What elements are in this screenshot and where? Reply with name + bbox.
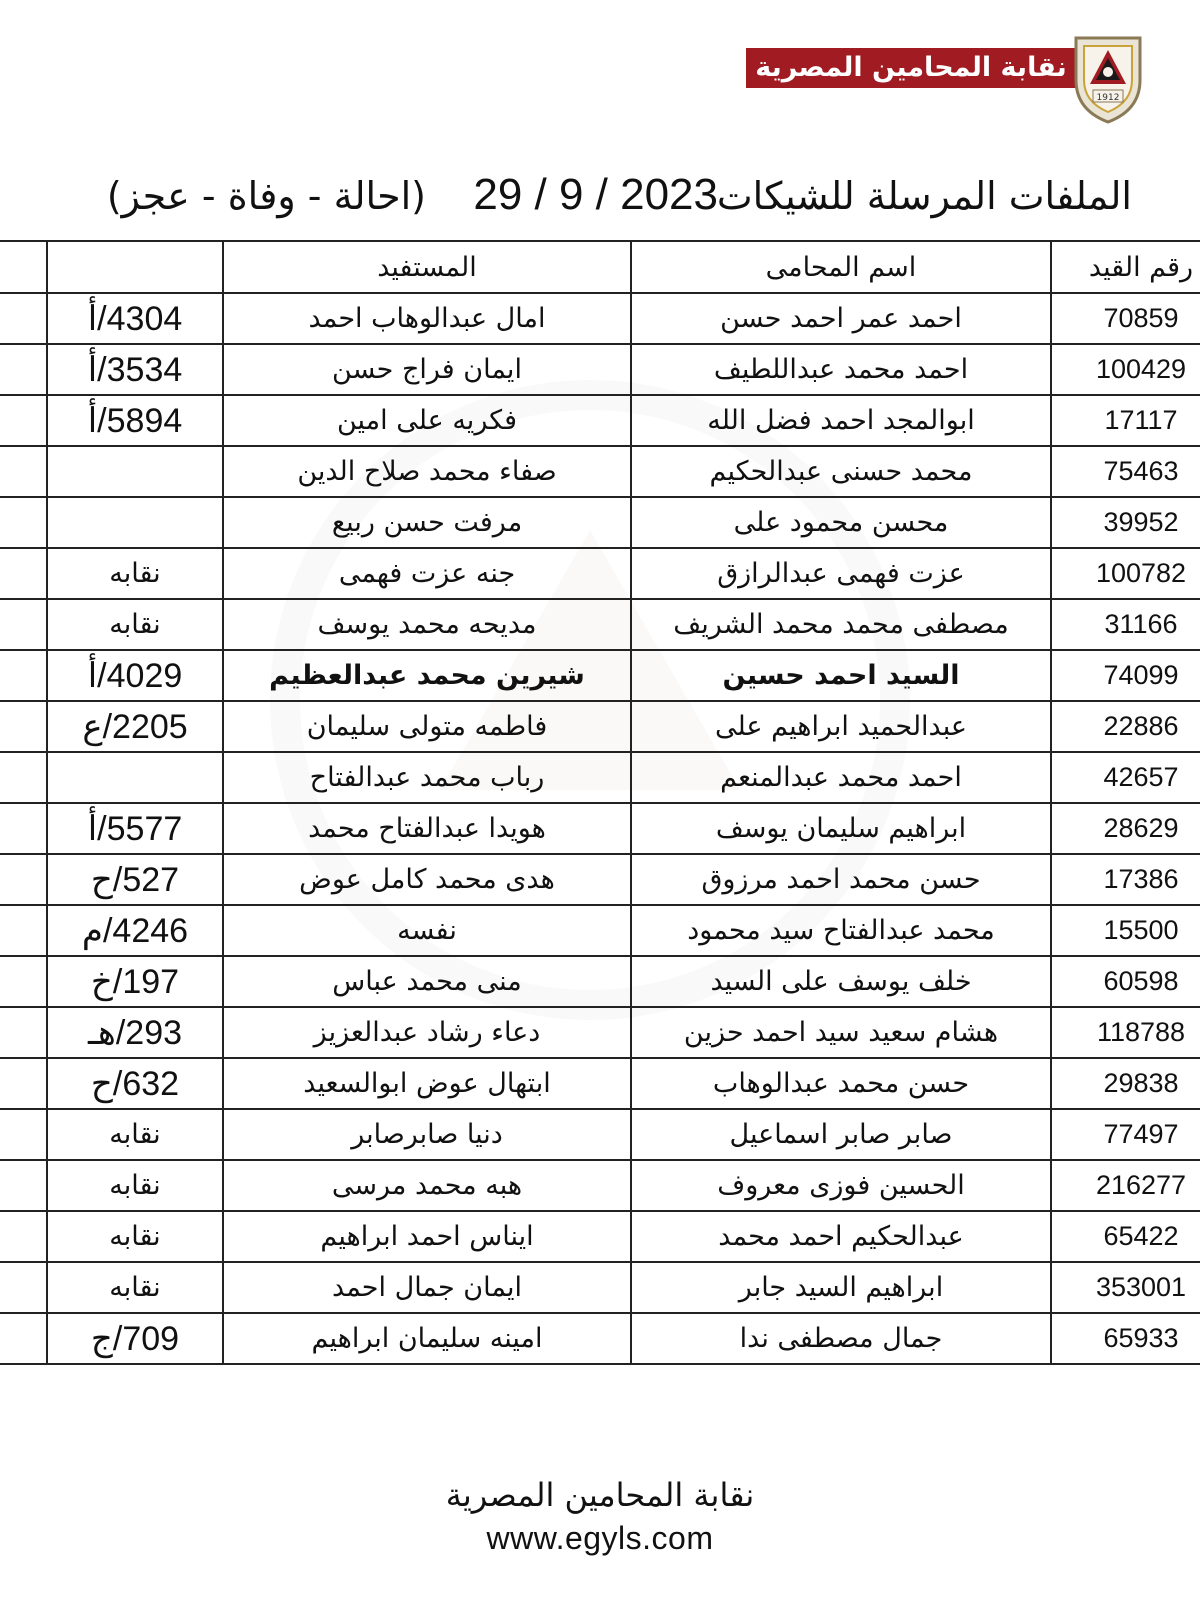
beneficiary-name-cell: مديحه محمد يوسف bbox=[223, 599, 631, 650]
table-row bbox=[0, 497, 1200, 548]
edge-cell bbox=[0, 854, 47, 905]
beneficiary-name-cell: دنيا صابرصابر bbox=[223, 1109, 631, 1160]
edge-cell bbox=[0, 650, 47, 701]
lawyer-name-cell: الحسين فوزى معروف bbox=[631, 1160, 1051, 1211]
organization-banner: نقابة المحامين المصرية bbox=[746, 48, 1076, 88]
table-row bbox=[0, 1007, 1200, 1058]
note-cell bbox=[47, 1109, 223, 1160]
edge-cell bbox=[0, 293, 47, 344]
note-value: نقابه bbox=[109, 1170, 161, 1201]
note-value: نقابه bbox=[109, 609, 161, 640]
table-row bbox=[0, 956, 1200, 1007]
registration-number-cell: 65933 bbox=[1051, 1313, 1200, 1364]
edge-cell bbox=[0, 446, 47, 497]
lawyer-name-cell: احمد محمد عبدالمنعم bbox=[631, 752, 1051, 803]
note-cell bbox=[47, 1007, 223, 1058]
lawyer-name-cell: ابراهيم سليمان يوسف bbox=[631, 803, 1051, 854]
note-cell bbox=[47, 395, 223, 446]
lawyer-name-cell: احمد محمد عبداللطيف bbox=[631, 344, 1051, 395]
registration-number-cell: 100429 bbox=[1051, 344, 1200, 395]
beneficiary-name-cell: امينه سليمان ابراهيم bbox=[223, 1313, 631, 1364]
registration-number-cell: 100782 bbox=[1051, 548, 1200, 599]
note-cell bbox=[47, 701, 223, 752]
edge-cell bbox=[0, 1058, 47, 1109]
note-cell bbox=[47, 854, 223, 905]
page-title bbox=[0, 170, 1200, 234]
table-row bbox=[0, 650, 1200, 701]
table-row bbox=[0, 1109, 1200, 1160]
beneficiary-name-cell: نفسه bbox=[223, 905, 631, 956]
table-row bbox=[0, 1262, 1200, 1313]
registration-number-cell: 17117 bbox=[1051, 395, 1200, 446]
beneficiary-name-cell: ايمان فراج حسن bbox=[223, 344, 631, 395]
lawyer-name-cell: السيد احمد حسين bbox=[631, 650, 1051, 701]
registration-number-cell: 60598 bbox=[1051, 956, 1200, 1007]
note-cell bbox=[47, 548, 223, 599]
edge-cell bbox=[0, 548, 47, 599]
lawyer-name-cell: عبدالحميد ابراهيم على bbox=[631, 701, 1051, 752]
footer bbox=[0, 1476, 1200, 1557]
beneficiary-name-cell: فكريه على امين bbox=[223, 395, 631, 446]
edge-cell bbox=[0, 1109, 47, 1160]
note-cell bbox=[47, 599, 223, 650]
note-cell bbox=[47, 1211, 223, 1262]
title-types: (احالة - وفاة - عجز) bbox=[106, 174, 426, 218]
beneficiary-name-cell: رباب محمد عبدالفتاح bbox=[223, 752, 631, 803]
registration-number-cell: 70859 bbox=[1051, 293, 1200, 344]
note-cell bbox=[47, 803, 223, 854]
table-row bbox=[0, 1058, 1200, 1109]
registration-number-cell: 29838 bbox=[1051, 1058, 1200, 1109]
note-value: نقابه bbox=[109, 558, 161, 589]
note-value: 527/ح bbox=[90, 860, 180, 899]
registration-number-cell: 77497 bbox=[1051, 1109, 1200, 1160]
beneficiary-name-cell: امال عبدالوهاب احمد bbox=[223, 293, 631, 344]
edge-cell bbox=[0, 395, 47, 446]
edge-cell bbox=[0, 701, 47, 752]
column-header-notes bbox=[47, 241, 223, 293]
edge-cell bbox=[0, 1211, 47, 1262]
title-main: الملفات المرسلة للشيكات bbox=[716, 174, 1132, 218]
registration-number-cell: 22886 bbox=[1051, 701, 1200, 752]
column-header-edge bbox=[0, 241, 47, 293]
note-value: 632/ح bbox=[90, 1064, 180, 1103]
lawyer-name-cell: ابراهيم السيد جابر bbox=[631, 1262, 1051, 1313]
table-row bbox=[0, 701, 1200, 752]
registration-number-cell: 65422 bbox=[1051, 1211, 1200, 1262]
table-row bbox=[0, 752, 1200, 803]
lawyer-name-cell: محسن محمود على bbox=[631, 497, 1051, 548]
table-body bbox=[0, 293, 1200, 1364]
note-value: 197/خ bbox=[90, 962, 180, 1001]
column-header-lawyer: اسم المحامى bbox=[631, 241, 1051, 293]
registration-number-cell: 42657 bbox=[1051, 752, 1200, 803]
lawyer-name-cell: صابر صابر اسماعيل bbox=[631, 1109, 1051, 1160]
note-value: 3534/أ bbox=[87, 350, 183, 389]
lawyer-name-cell: مصطفى محمد محمد الشريف bbox=[631, 599, 1051, 650]
note-value: 709/ج bbox=[90, 1319, 180, 1358]
edge-cell bbox=[0, 803, 47, 854]
note-value: نقابه bbox=[109, 1221, 161, 1252]
beneficiary-name-cell: ايمان جمال احمد bbox=[223, 1262, 631, 1313]
lawyer-name-cell: حسن محمد احمد مرزوق bbox=[631, 854, 1051, 905]
table-row bbox=[0, 1211, 1200, 1262]
note-cell bbox=[47, 1058, 223, 1109]
registration-number-cell: 74099 bbox=[1051, 650, 1200, 701]
note-value: 2205/ع bbox=[82, 707, 188, 746]
registration-number-cell: 118788 bbox=[1051, 1007, 1200, 1058]
header-logo bbox=[746, 28, 1148, 124]
table-row bbox=[0, 1313, 1200, 1364]
lawyer-name-cell: احمد عمر احمد حسن bbox=[631, 293, 1051, 344]
registration-number-cell: 353001 bbox=[1051, 1262, 1200, 1313]
column-header-registration: رقم القيد bbox=[1051, 241, 1200, 293]
note-cell bbox=[47, 905, 223, 956]
beneficiary-name-cell: جنه عزت فهمى bbox=[223, 548, 631, 599]
note-value: 4304/أ bbox=[87, 299, 183, 338]
lawyer-name-cell: عبدالحكيم احمد محمد bbox=[631, 1211, 1051, 1262]
note-cell bbox=[47, 956, 223, 1007]
beneficiary-name-cell: شيرين محمد عبدالعظيم bbox=[223, 650, 631, 701]
note-value: 4246/م bbox=[81, 911, 189, 950]
note-value: 293/هـ bbox=[87, 1013, 183, 1052]
table-row bbox=[0, 446, 1200, 497]
note-cell bbox=[47, 752, 223, 803]
note-cell bbox=[47, 344, 223, 395]
table-row bbox=[0, 344, 1200, 395]
note-value: 4029/أ bbox=[87, 656, 183, 695]
lawyer-name-cell: محمد حسنى عبدالحكيم bbox=[631, 446, 1051, 497]
edge-cell bbox=[0, 1160, 47, 1211]
note-cell bbox=[47, 1160, 223, 1211]
beneficiaries-table bbox=[0, 240, 1200, 1365]
beneficiary-name-cell: دعاء رشاد عبدالعزيز bbox=[223, 1007, 631, 1058]
beneficiary-name-cell: منى محمد عباس bbox=[223, 956, 631, 1007]
table-row bbox=[0, 395, 1200, 446]
table-row bbox=[0, 905, 1200, 956]
title-date: 29 / 9 / 2023 bbox=[473, 170, 718, 219]
edge-cell bbox=[0, 599, 47, 650]
note-cell bbox=[47, 497, 223, 548]
footer-organization: نقابة المحامين المصرية bbox=[445, 1476, 755, 1514]
lawyer-name-cell: محمد عبدالفتاح سيد محمود bbox=[631, 905, 1051, 956]
note-cell bbox=[47, 1262, 223, 1313]
note-value: نقابه bbox=[109, 1119, 161, 1150]
edge-cell bbox=[0, 752, 47, 803]
edge-cell bbox=[0, 1262, 47, 1313]
lawyer-name-cell: هشام سعيد سيد احمد حزين bbox=[631, 1007, 1051, 1058]
lawyer-name-cell: حسن محمد عبدالوهاب bbox=[631, 1058, 1051, 1109]
table-row bbox=[0, 293, 1200, 344]
registration-number-cell: 15500 bbox=[1051, 905, 1200, 956]
table-row bbox=[0, 599, 1200, 650]
registration-number-cell: 17386 bbox=[1051, 854, 1200, 905]
table-row bbox=[0, 1160, 1200, 1211]
registration-number-cell: 39952 bbox=[1051, 497, 1200, 548]
beneficiary-name-cell: فاطمه متولى سليمان bbox=[223, 701, 631, 752]
table-row bbox=[0, 548, 1200, 599]
column-header-beneficiary: المستفيد bbox=[223, 241, 631, 293]
edge-cell bbox=[0, 956, 47, 1007]
footer-website: www.egyls.com bbox=[486, 1520, 714, 1556]
edge-cell bbox=[0, 497, 47, 548]
note-value: نقابه bbox=[109, 1272, 161, 1303]
note-cell bbox=[47, 293, 223, 344]
seal-year: 1912 bbox=[1096, 93, 1120, 103]
note-cell bbox=[47, 1313, 223, 1364]
table-row bbox=[0, 803, 1200, 854]
note-value: 5577/أ bbox=[87, 809, 183, 848]
beneficiary-name-cell: هويدا عبدالفتاح محمد bbox=[223, 803, 631, 854]
bar-association-seal-icon bbox=[1068, 28, 1148, 124]
lawyer-name-cell: جمال مصطفى ندا bbox=[631, 1313, 1051, 1364]
lawyer-name-cell: عزت فهمى عبدالرازق bbox=[631, 548, 1051, 599]
table-row bbox=[0, 854, 1200, 905]
edge-cell bbox=[0, 1313, 47, 1364]
edge-cell bbox=[0, 1007, 47, 1058]
beneficiary-name-cell: ايناس احمد ابراهيم bbox=[223, 1211, 631, 1262]
beneficiary-name-cell: هدى محمد كامل عوض bbox=[223, 854, 631, 905]
table-header-row bbox=[0, 241, 1200, 293]
lawyer-name-cell: ابوالمجد احمد فضل الله bbox=[631, 395, 1051, 446]
beneficiary-name-cell: ابتهال عوض ابوالسعيد bbox=[223, 1058, 631, 1109]
beneficiary-name-cell: صفاء محمد صلاح الدين bbox=[223, 446, 631, 497]
note-value: 5894/أ bbox=[87, 401, 183, 440]
registration-number-cell: 75463 bbox=[1051, 446, 1200, 497]
registration-number-cell: 31166 bbox=[1051, 599, 1200, 650]
lawyer-name-cell: خلف يوسف على السيد bbox=[631, 956, 1051, 1007]
registration-number-cell: 28629 bbox=[1051, 803, 1200, 854]
edge-cell bbox=[0, 905, 47, 956]
note-cell bbox=[47, 650, 223, 701]
beneficiary-name-cell: مرفت حسن ربيع bbox=[223, 497, 631, 548]
beneficiary-name-cell: هبه محمد مرسى bbox=[223, 1160, 631, 1211]
edge-cell bbox=[0, 344, 47, 395]
registration-number-cell: 216277 bbox=[1051, 1160, 1200, 1211]
note-cell bbox=[47, 446, 223, 497]
